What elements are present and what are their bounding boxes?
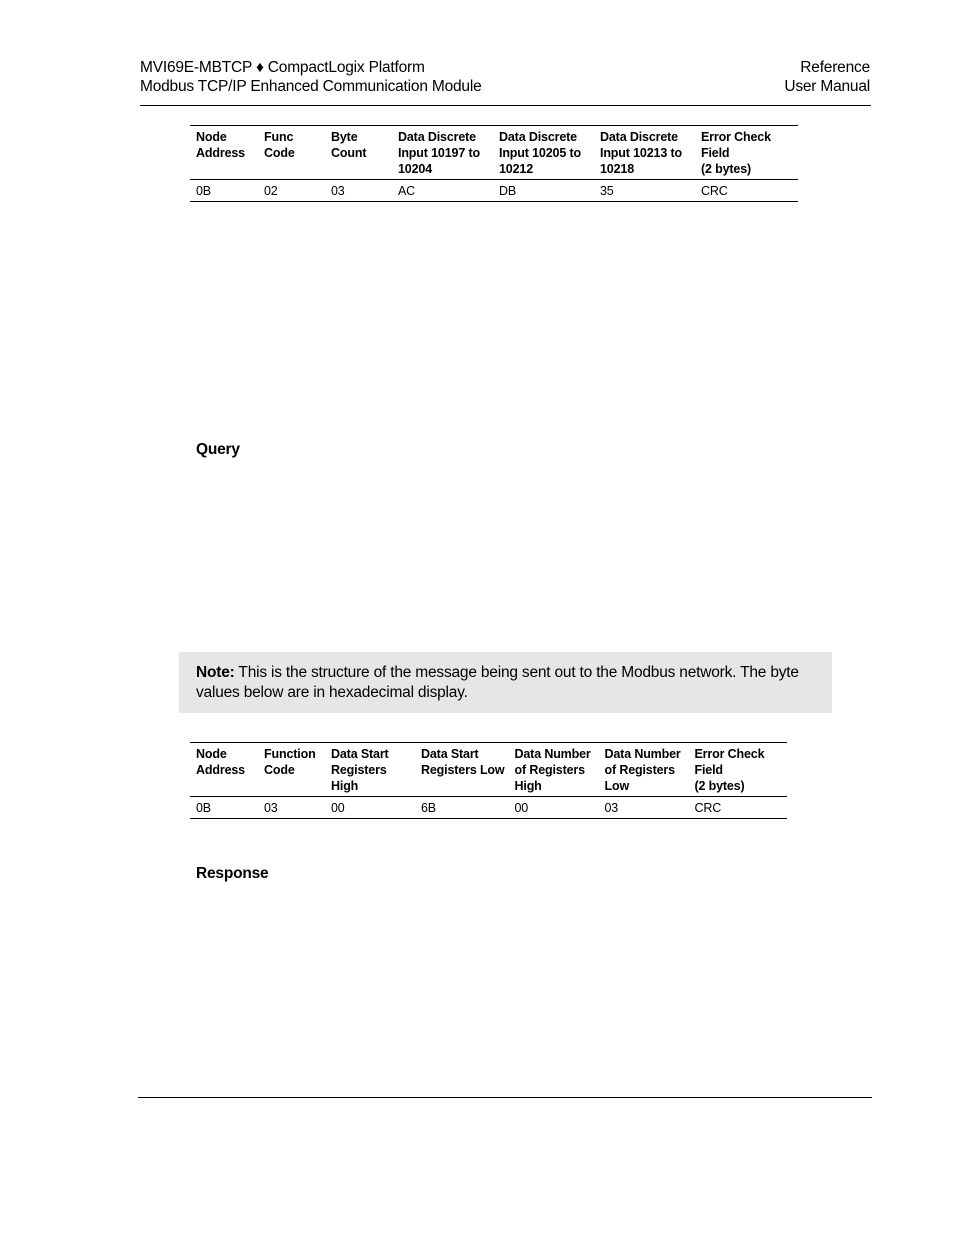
- header-section-title: [784, 58, 870, 96]
- footer-divider: [138, 1097, 872, 1098]
- table-cell: 03: [258, 797, 325, 819]
- table-cell: 03: [599, 797, 689, 819]
- table-row: [190, 180, 798, 202]
- column-header: Data Start Registers Low: [415, 743, 509, 797]
- page-header: [140, 56, 871, 106]
- column-header: Data Discrete Input 10213 to 10218: [594, 126, 695, 180]
- header-product-title: [140, 58, 482, 96]
- table-cell: CRC: [695, 180, 798, 202]
- column-header: Data Number of Registers Low: [599, 743, 689, 797]
- column-header: Error Check Field (2 bytes): [689, 743, 788, 797]
- header-product-name: MVI69E-MBTCP ♦ CompactLogix Platform: [140, 59, 425, 76]
- table-cell: 35: [594, 180, 695, 202]
- query-message-table: [190, 742, 787, 819]
- note-label: Note:: [196, 664, 235, 681]
- table-cell: 0B: [190, 180, 258, 202]
- header-section-name: Reference: [800, 59, 870, 76]
- table-cell: DB: [493, 180, 594, 202]
- column-header: Error Check Field (2 bytes): [695, 126, 798, 180]
- column-header: Function Code: [258, 743, 325, 797]
- table-cell: 00: [509, 797, 599, 819]
- table-row: [190, 797, 787, 819]
- table-cell: 0B: [190, 797, 258, 819]
- table-cell: 00: [325, 797, 415, 819]
- column-header: Data Start Registers High: [325, 743, 415, 797]
- table-cell: AC: [392, 180, 493, 202]
- column-header: Data Number of Registers High: [509, 743, 599, 797]
- note-callout: [179, 652, 832, 713]
- table-header-row: [190, 743, 787, 797]
- table-cell: 03: [325, 180, 392, 202]
- query-heading: Query: [196, 441, 240, 458]
- table-cell: CRC: [689, 797, 788, 819]
- column-header: Node Address: [190, 743, 258, 797]
- column-header: Byte Count: [325, 126, 392, 180]
- response-message-table: [190, 125, 798, 202]
- table-header-row: [190, 126, 798, 180]
- header-manual-name: User Manual: [784, 78, 870, 95]
- column-header: Node Address: [190, 126, 258, 180]
- column-header: Func Code: [258, 126, 325, 180]
- header-module-name: Modbus TCP/IP Enhanced Communication Module: [140, 78, 482, 95]
- table-cell: 6B: [415, 797, 509, 819]
- table-cell: 02: [258, 180, 325, 202]
- note-text: This is the structure of the message being sent out to the Modbus network. The byte values below are in hexadecimal display.: [196, 664, 799, 701]
- column-header: Data Discrete Input 10205 to 10212: [493, 126, 594, 180]
- column-header: Data Discrete Input 10197 to 10204: [392, 126, 493, 180]
- response-heading: Response: [196, 865, 269, 882]
